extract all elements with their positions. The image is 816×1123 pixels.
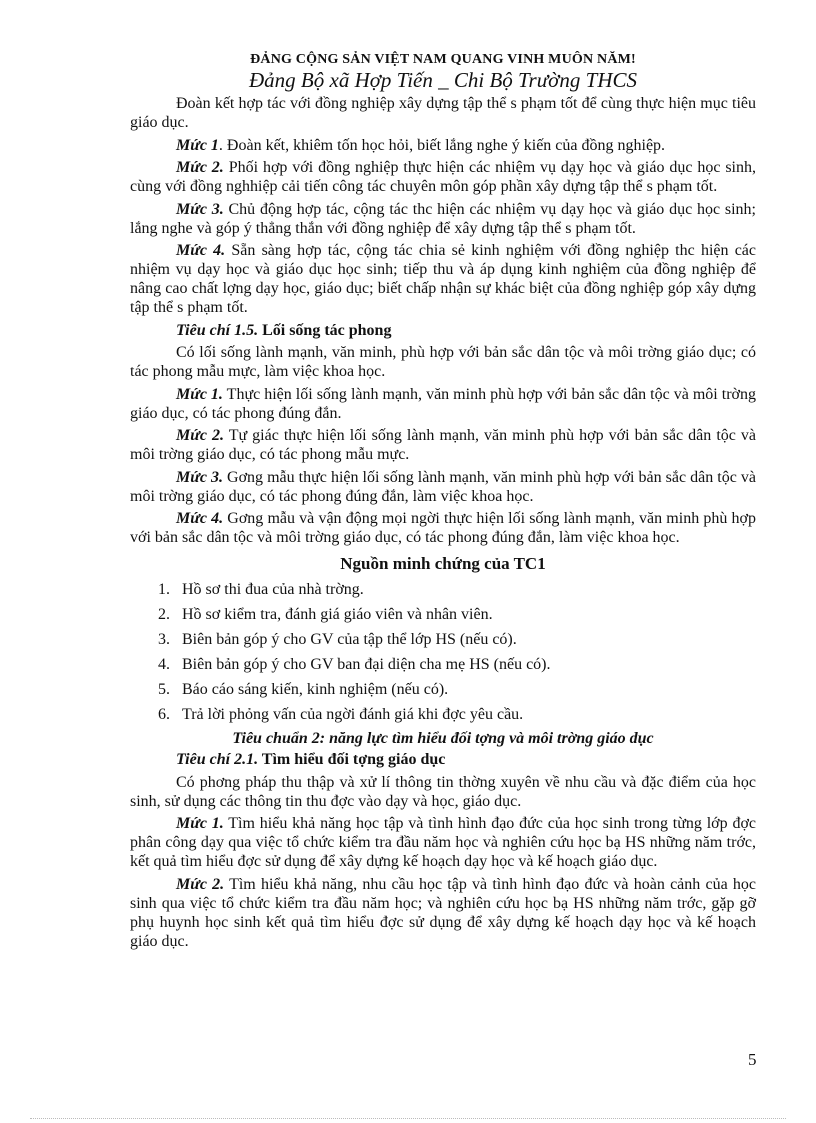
list-item: 2. Hồ sơ kiểm tra, đánh giá giáo viên và nhân viên. xyxy=(174,605,756,624)
tc14-level-3 xyxy=(130,200,756,238)
level-label: Mức 2. xyxy=(176,875,225,893)
evidence-list xyxy=(130,580,756,724)
header-slogan: ĐẢNG CỘNG SẢN VIỆT NAM QUANG VINH MUÔN NĂM! xyxy=(250,52,636,67)
level-text: Thực hiện lối sống lành mạnh, văn minh phù hợp với bản sắc dân tộc và môi trờng giáo dục, có tác phong đúng đắn. xyxy=(130,385,756,422)
level-label: Mức 2. xyxy=(176,427,224,444)
tc21-level-1 xyxy=(130,814,756,871)
level-text: Chủ động hợp tác, cộng tác thc hiện các nhiệm vụ dạy học và giáo dục học sinh; lắng nghe và góp ý thẳng thắn với đồng nghiệp để xây dựng tập thể s phạm tốt. xyxy=(130,200,756,237)
level-text: Gơng mẫu và vận động mọi ngời thực hiện lối sống lành mạnh, văn minh phù hợp với bản sắc dân tộc và môi trờng giáo dục, có tác phong đúng đắn, làm việc khoa học. xyxy=(130,510,756,546)
tc15-description: Có lối sống lành mạnh, văn minh, phù hợp với bản sắc dân tộc và môi trờng giáo dục; có tác phong mẫu mực, làm việc khoa học. xyxy=(130,344,756,380)
criterion-label: Tiêu chí 1.5. xyxy=(176,321,259,339)
level-text: Sẵn sàng hợp tác, cộng tác chia sẻ kinh nghiệm với đồng nghiệp thc hiện các nhiệm vụ dạy học và giáo dục học sinh; tiếp thu và áp dụng kinh nghiệm của đồng nghiệp để nâng cao chất lợng dạy học, giáo dục; biết chấp nhận sự khác biệt của đồng nghiệp góp xây dựng tập thể s phạm tốt. xyxy=(130,242,757,316)
page-number: 5 xyxy=(748,1050,757,1069)
level-label: Mức 2. xyxy=(176,159,224,176)
tc14-level-2 xyxy=(130,158,756,196)
tc21-heading xyxy=(130,750,756,769)
level-text: Gơng mẫu thực hiện lối sống lành mạnh, văn minh phù hợp với bản sắc dân tộc và môi trờng giáo dục, có tác phong đúng đắn, làm việc khoa học. xyxy=(130,468,756,505)
tc21-level-2 xyxy=(130,875,756,951)
level-label: Mức 3. xyxy=(176,200,224,218)
level-text: Tìm hiểu khả năng học tập và tình hình đạo đức của học sinh trong từng lớp đợc phân công dạy qua việc tổ chức kiểm tra đầu năm học và nghiên cứu học bạ HS những năm trớc, kết quả tìm hiểu đợc sử dụng để xây dựng kế hoạch dạy học và kế hoạch giáo dục. xyxy=(130,815,757,870)
tc15-level-3 xyxy=(130,468,756,506)
level-label: Mức 1 xyxy=(176,136,219,154)
tc14-level-4 xyxy=(130,241,756,317)
list-item: 6. Trả lời phỏng vấn của ngời đánh giá khi đợc yêu cầu. xyxy=(174,705,756,724)
document-page xyxy=(130,52,756,954)
tc15-level-4 xyxy=(130,509,756,547)
level-label: Mức 4. xyxy=(176,242,226,259)
list-item: 5. Báo cáo sáng kiến, kinh nghiệm (nếu có). xyxy=(174,680,756,699)
level-text: . Đoàn kết, khiêm tốn học hỏi, biết lắng nghe ý kiến của đồng nghiệp. xyxy=(218,136,666,154)
list-item: 1. Hồ sơ thi đua của nhà trờng. xyxy=(174,580,756,599)
tc15-heading xyxy=(130,321,756,340)
criterion-title: Lối sống tác phong xyxy=(258,321,392,339)
header-organization: Đảng Bộ xã Hợp Tiến _ Chi Bộ Trường THCS xyxy=(249,68,637,92)
intro-paragraph: Đoàn kết hợp tác với đồng nghiệp xây dựng tập thể s phạm tốt để cùng thực hiện mục tiêu giáo dục. xyxy=(130,95,756,131)
standard-2-heading: Tiêu chuẩn 2: năng lực tìm hiểu đối tợng và môi trờng giáo dục xyxy=(232,730,654,747)
level-text: Tìm hiểu khả năng, nhu cầu học tập và tình hình đạo đức và hoàn cảnh của học sinh qua việc tổ chức kiểm tra đầu năm học; và nghiên cứu học bạ HS những năm trớc, gặp gỡ phụ huynh học sinh kết quả tìm hiểu đợc sử dụng để xây dựng kế hoạch dạy học và kế hoạch giáo dục. xyxy=(130,875,757,950)
list-item: 4. Biên bản góp ý cho GV ban đại diện cha mẹ HS (nếu có). xyxy=(174,655,756,674)
level-label: Mức 1. xyxy=(176,815,224,832)
tc21-description: Có phơng pháp thu thập và xử lí thông tin thờng xuyên về nhu cầu và đặc điểm của học sinh, sử dụng các thông tin thu đợc vào dạy và học, giáo dục. xyxy=(130,773,756,810)
level-label: Mức 1. xyxy=(176,385,223,403)
criterion-label: Tiêu chí 2.1. xyxy=(176,751,259,768)
level-label: Mức 4. xyxy=(176,510,224,527)
criterion-title: Tìm hiểu đối tợng giáo dục xyxy=(258,751,446,768)
evidence-title: Nguồn minh chứng của TC1 xyxy=(340,554,546,573)
tc15-level-1 xyxy=(130,385,756,423)
tc14-level-1 xyxy=(130,136,756,155)
page-bottom-divider xyxy=(30,1118,786,1119)
level-text: Tự giác thực hiện lối sống lành mạnh, văn minh phù hợp với bản sắc dân tộc và môi trờng giáo dục, có tác phong mẫu mực. xyxy=(130,427,756,463)
level-label: Mức 3. xyxy=(176,468,223,486)
list-item: 3. Biên bản góp ý cho GV của tập thể lớp HS (nếu có). xyxy=(174,630,756,649)
tc15-level-2 xyxy=(130,426,756,464)
level-text: Phối hợp với đồng nghiệp thực hiện các nhiệm vụ dạy học và giáo dục học sinh, cùng với đồng nghhiệp cải tiến công tác chuyên môn góp phần xây dựng tập thể s phạm tốt. xyxy=(130,159,756,195)
